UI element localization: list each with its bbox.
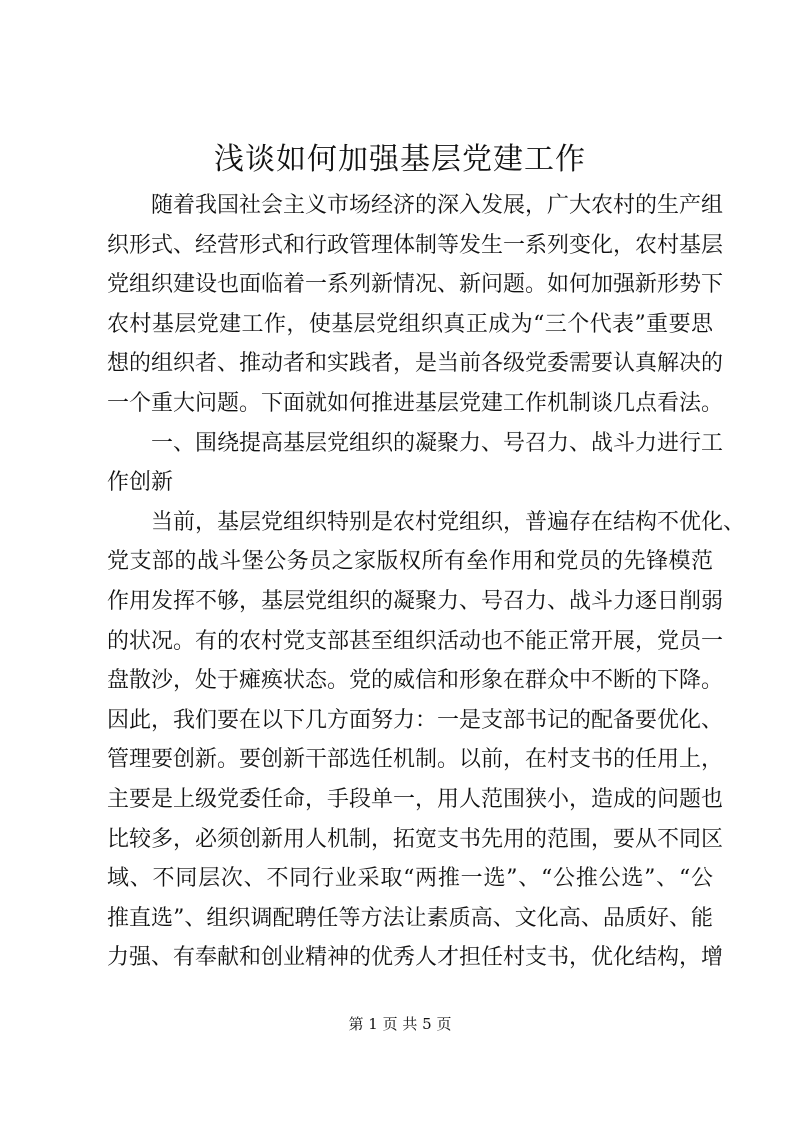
text-line: 推直选”、组织调配聘任等方法让素质高、文化高、品质好、能: [107, 905, 713, 931]
text-line: 想的组织者、推动者和实践者，是当前各级党委需要认真解决的: [107, 351, 724, 377]
document-body: [107, 186, 746, 978]
text-line: 农村基层党建工作，使基层党组织真正成为“三个代表”重要思: [107, 311, 713, 337]
text-line: 盘散沙，处于瘫痪状态。党的威信和形象在群众中不断的下降。: [107, 668, 724, 694]
text-line: 管理要创新。要创新干部选任机制。以前，在村支书的任用上，: [107, 747, 724, 773]
text-line: 主要是上级党委任命，手段单一，用人范围狭小，造成的问题也: [107, 786, 724, 812]
section-heading-line: 一、围绕提高基层党组织的凝聚力、号召力、战斗力进行工: [151, 430, 724, 456]
text-line: 的状况。有的农村党支部甚至组织活动也不能正常开展，党员一: [107, 628, 724, 654]
text-line: 织形式、经营形式和行政管理体制等发生一系列变化，农村基层: [107, 232, 724, 258]
text-line: 作用发挥不够，基层党组织的凝聚力、号召力、战斗力逐日削弱: [107, 588, 724, 614]
text-line: 域、不同层次、不同行业采取“两推一选”、“公推公选”、“公: [107, 866, 713, 892]
text-line: 一个重大问题。下面就如何推进基层党建工作机制谈几点看法。: [107, 390, 724, 416]
text-line: 比较多，必须创新用人机制，拓宽支书先用的范围，要从不同区: [107, 826, 724, 852]
section-heading-line: 作创新: [107, 470, 174, 496]
text-line: 党支部的战斗堡公务员之家版权所有垒作用和党员的先锋模范: [107, 549, 713, 575]
page-footer: 第 1 页 共 5 页: [348, 1015, 452, 1033]
text-line: 当前，基层党组织特别是农村党组织，普遍存在结构不优化、: [151, 509, 746, 535]
document-title: 浅谈如何加强基层党建工作: [214, 142, 586, 177]
text-line: 因此，我们要在以下几方面努力：一是支部书记的配备要优化、: [107, 707, 724, 733]
text-line: 随着我国社会主义市场经济的深入发展，广大农村的生产组: [151, 193, 724, 218]
text-line: 力强、有奉献和创业精神的优秀人才担任村支书，优化结构，增: [107, 945, 724, 971]
text-line: 党组织建设也面临着一系列新情况、新问题。如何加强新形势下: [107, 272, 724, 298]
